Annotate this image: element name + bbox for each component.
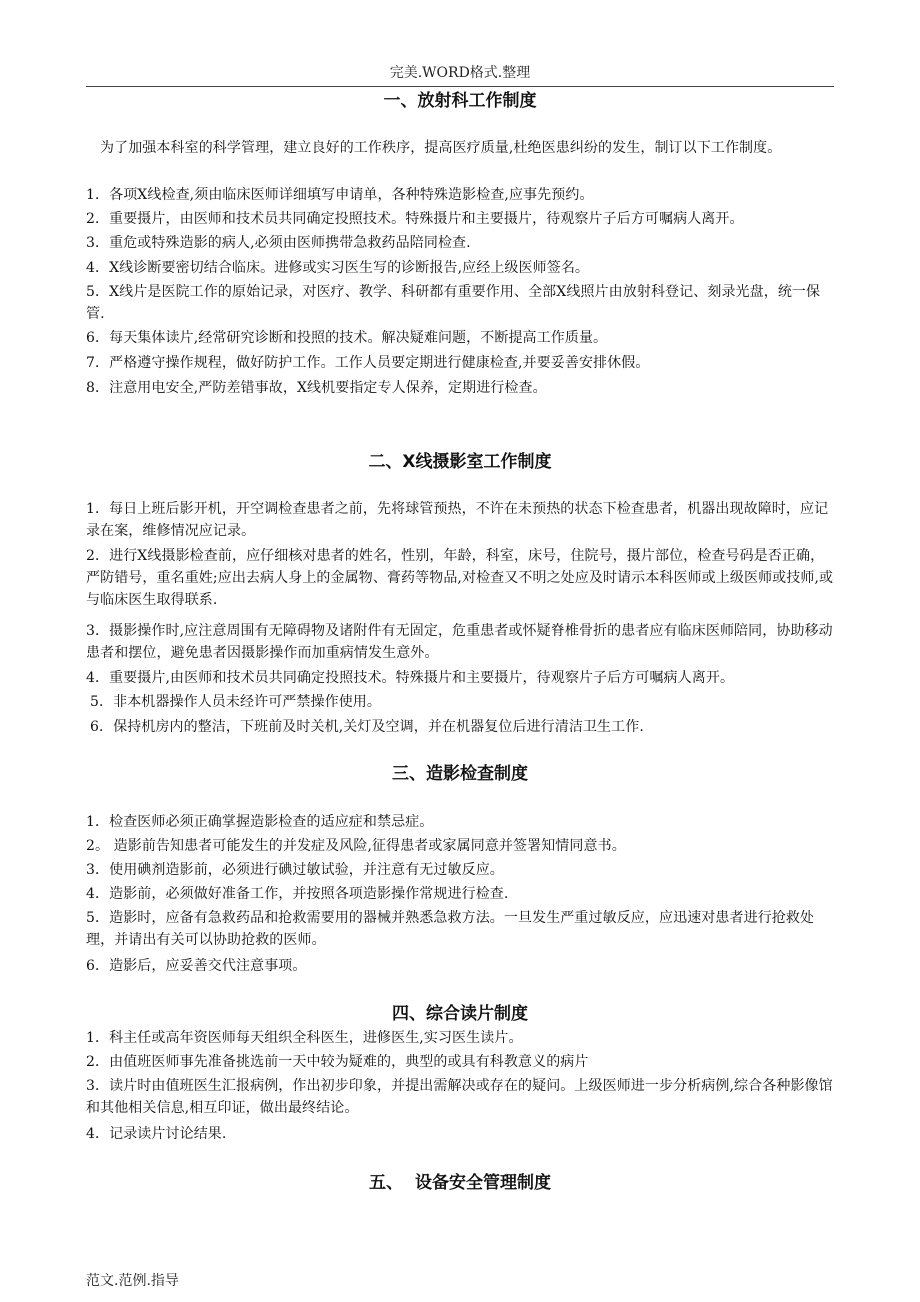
section-1-item-8: 8．注意用电安全,严防差错事故，X线机要指定专人保养，定期进行检查。 bbox=[86, 380, 547, 396]
section-1-item-4: 4．X线诊断要密切结合临床。进修或实习医生写的诊断报告,应经上级医师签名。 bbox=[86, 260, 590, 276]
section-3-item-4: 4．造影前，必须做好准备工作，并按照各项造影操作常规进行检查. bbox=[86, 886, 509, 902]
page-footer: 范文.范例.指导 bbox=[86, 1273, 179, 1289]
section-5-title: 五、 设备安全管理制度 bbox=[369, 1173, 551, 1193]
page-header: 完美.WORD格式.整理 bbox=[389, 65, 531, 81]
section-1-item-7: 7．严格遵守操作规程，做好防护工作。工作人员要定期进行健康检查,并要妥善安排休假。 bbox=[86, 355, 650, 371]
section-2-item-3: 3．摄影操作时,应注意周围有无障碍物及诸附件有无固定，危重患者或怀疑脊椎骨折的患者应有临床医师陪同，协助移动患者和摆位，避免患者因摄影操作而加重病情发生意外。 bbox=[86, 623, 833, 661]
section-4-item-1: 1．科主任或高年资医师每天组织全科医生，进修医生,实习医生读片。 bbox=[86, 1030, 523, 1046]
section-2-item-6: 6．保持机房内的整洁，下班前及时关机,关灯及空调，并在机器复位后进行清洁卫生工作. bbox=[90, 719, 644, 735]
section-2-item-4: 4．重要摄片,由医师和技术员共同确定投照技术。特殊摄片和主要摄片，待观察片子后方可嘱病人离开。 bbox=[86, 670, 735, 686]
section-1-item-5: 5．X线片是医院工作的原始记录，对医疗、教学、科研都有重要作用、全部X线照片由放射科登记、刻录光盘，统一保管. bbox=[86, 284, 821, 322]
section-2-item-5: 5．非本机器操作人员未经许可严禁操作使用。 bbox=[90, 694, 382, 710]
section-1-item-1: 1．各项X线检查,须由临床医师详细填写申请单，各种特殊造影检查,应事先预约。 bbox=[86, 187, 594, 203]
header-divider bbox=[86, 86, 834, 87]
section-4-item-3: 3．读片时由值班医生汇报病例，作出初步印象，并提出需解决或存在的疑问。上级医师进一步分析病例,综合各种影像馆和其他相关信息,相互印证，做出最终结论。 bbox=[86, 1078, 833, 1116]
section-1-item-2: 2．重要摄片，由医师和技术员共同确定投照技术。特殊摄片和主要摄片，待观察片子后方可嘱病人离开。 bbox=[86, 211, 744, 227]
section-1-intro: 为了加强本科室的科学管理，建立良好的工作秩序，提高医疗质量,杜绝医患纠纷的发生，制订以下工作制度。 bbox=[100, 140, 782, 156]
section-3-title: 三、造影检查制度 bbox=[392, 764, 528, 784]
section-3-item-6: 6．造影后，应妥善交代注意事项。 bbox=[86, 958, 307, 974]
section-3-item-5: 5．造影时，应备有急救药品和抢救需要用的器械并熟悉急救方法。一旦发生严重过敏反应，应迅速对患者进行抢救处理，并请出有关可以协助抢救的医师。 bbox=[86, 910, 815, 948]
section-1-item-6: 6．每天集体读片,经常研究诊断和投照的技术。解决疑难问题，不断提高工作质量。 bbox=[86, 330, 608, 346]
section-2-item-1: 1．每日上班后影开机，开空调检查患者之前，先将球管预热，不许在未预热的状态下检查患者，机器出现故障时，应记录在案，维修情况应记录。 bbox=[86, 501, 829, 539]
section-1-item-3: 3．重危或特殊造影的病人,必须由医师携带急救药品陪同检查. bbox=[86, 235, 471, 251]
section-3-item-1: 1．检查医师必须正确掌握造影检查的适应症和禁忌症。 bbox=[86, 814, 434, 830]
section-4-item-2: 2．由值班医师事先准备挑选前一天中较为疑难的，典型的或具有科教意义的病片 bbox=[86, 1054, 589, 1070]
section-4-item-4: 4．记录读片讨论结果. bbox=[86, 1126, 227, 1142]
section-1-title: 一、放射科工作制度 bbox=[383, 91, 537, 111]
section-3-item-3: 3．使用碘剂造影前，必须进行碘过敏试验，并注意有无过敏反应。 bbox=[86, 862, 504, 878]
section-2-title: 二、X线摄影室工作制度 bbox=[368, 452, 552, 472]
section-2-item-2: 2．进行X线摄影检查前，应仔细核对患者的姓名，性别，年龄，科室，床号，住院号，摄片部位，检查号码是否正确，严防错号，重名重姓;应出去病人身上的金属物、膏药等物品,对检查又不明之处应及时请示本科医师或上级医师或技师,或与临床医生取得联系. bbox=[86, 548, 834, 608]
section-3-item-2: 2。 造影前告知患者可能发生的并发症及风险,征得患者或家属同意并签署知情同意书。 bbox=[86, 838, 626, 854]
section-4-title: 四、综合读片制度 bbox=[392, 1004, 528, 1024]
